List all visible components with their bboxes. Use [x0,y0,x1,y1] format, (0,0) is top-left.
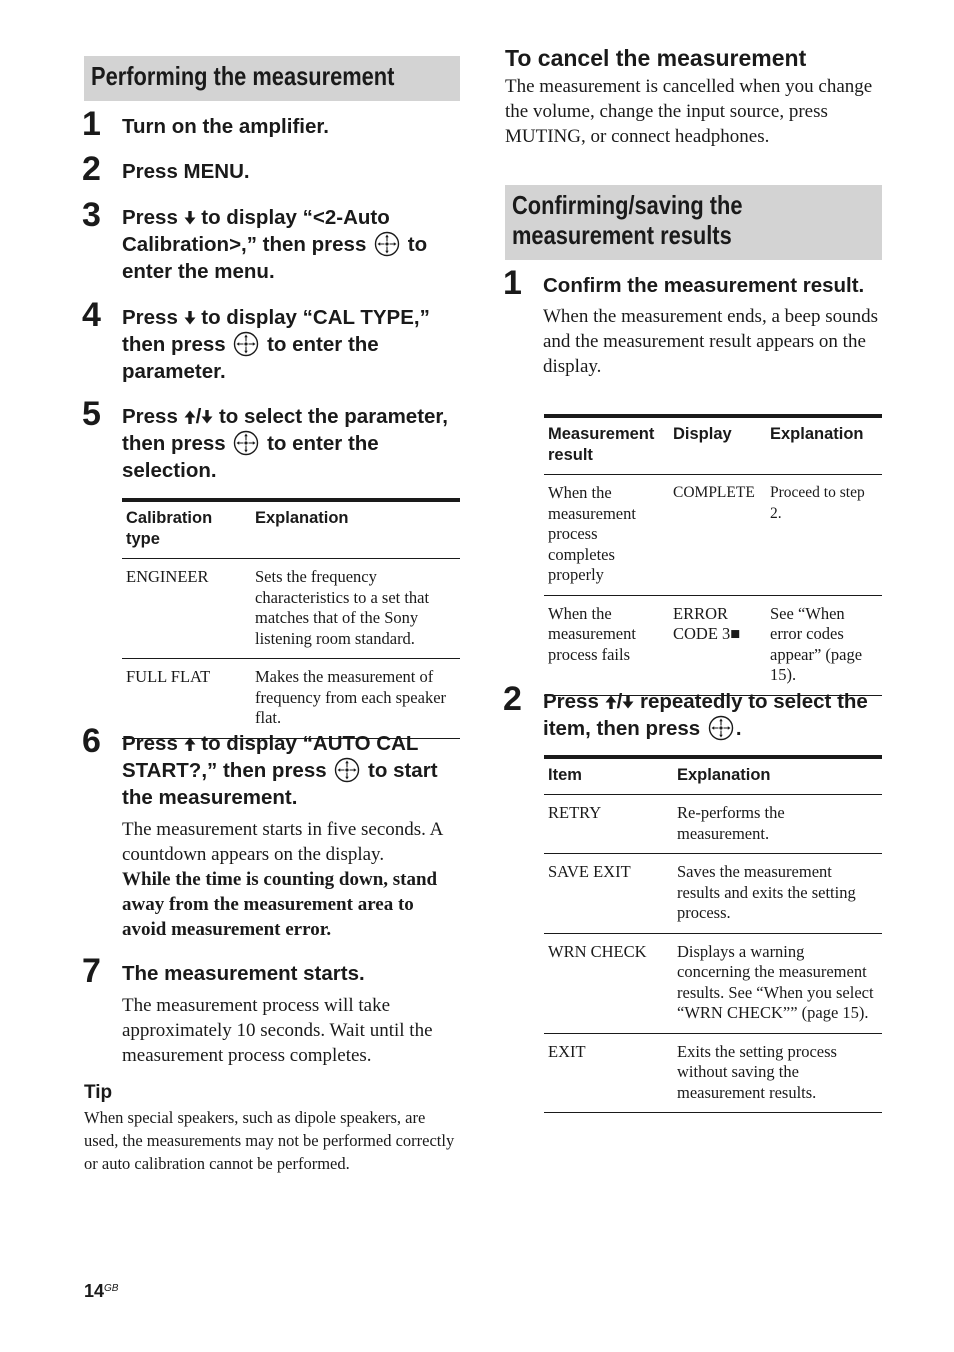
step-body: When the measurement ends, a beep sounds and the measurement result appears on the display. [543,306,879,377]
table-cell: WRN CHECK [544,933,673,1033]
page-number: $14^{GB}$ [84,1281,119,1301]
step-number: 5 [82,395,101,433]
down-arrow-icon [201,410,213,424]
table-row [544,933,882,1033]
table-header-row [544,416,882,475]
step-text: Press / to select the parameter, then press to enter the selection. [122,405,448,482]
table-row [122,659,460,739]
down-arrow-icon [622,695,634,709]
table-row [544,595,882,695]
step-text: The measurement starts. [122,962,365,985]
warning-text: While the time is counting down, stand away from the measurement area to avoid measurement error. [122,869,438,940]
table-header-row [544,757,882,795]
tip-title: Tip [84,1082,113,1103]
step-text: Press / repeatedly to select the item, then press . [543,690,868,740]
cancel-text: The measurement is cancelled when you change the volume, change the input source, press MUTING, or connect headphones. [505,76,873,147]
section-title-performing: Performing the measurement [84,56,460,101]
step-number: 4 [82,296,101,334]
table-cell: Re-performs the measurement. [673,795,882,854]
step-body: The measurement starts in five seconds. A countdown appears on the display. While the time is counting down, stand away from the measurement area to avoid measurement error. [122,819,443,940]
step-3 [82,196,460,285]
table-cell: Displays a warning concerning the measurement results. See “When you select “WRN CHECK”” (page 15). [673,933,882,1033]
tip-text: When special speakers, such as dipole speakers, are used, the measurements may not be performed correctly or auto calibration cannot be performed. [84,1108,455,1173]
calibration-type-table [122,498,460,739]
step-body: The measurement process will take approximately 10 seconds. Wait until the measurement process completes. [122,995,433,1066]
table-cell: ENGINEER [122,559,251,659]
step-text: Press to display “<2-Auto Calibration>,” then press to enter the menu. [122,206,428,283]
step-number: 2 [82,150,101,188]
table-header: Calibration type [122,500,251,559]
measurement-result-table [544,414,882,696]
step-number: 3 [82,196,101,234]
table-cell: SAVE EXIT [544,854,673,934]
step-number: 1 [82,105,101,143]
table-row [544,854,882,934]
table-cell: Proceed to step 2. [766,475,882,596]
step-number: 1 [503,264,522,302]
step-7 [82,952,460,1068]
step-text: Turn on the amplifier. [122,115,329,138]
step-2 [82,150,460,188]
table-header-row [122,500,460,559]
step-6 [82,722,460,942]
step-text: Press MENU. [122,160,250,183]
step-number: 6 [82,722,101,760]
table-cell: ERROR CODE 3■ [669,595,766,695]
step-text: Confirm the measurement result. [543,274,865,297]
enter-button-icon [374,231,400,257]
table-cell: COMPLETE [669,475,766,596]
table-header: Item [544,757,673,795]
table-cell: See “When error codes appear” (page 15). [766,595,882,695]
table-cell: Saves the measurement results and exits the setting process. [673,854,882,934]
up-arrow-icon [184,737,196,751]
table-header: Explanation [251,500,460,559]
enter-button-icon [233,331,259,357]
table-header: Explanation [766,416,882,475]
table-cell: FULL FLAT [122,659,251,739]
down-arrow-icon [184,311,196,325]
table-cell: RETRY [544,795,673,854]
right-step-2 [503,680,882,742]
enter-button-icon [708,715,734,741]
enter-button-icon [334,757,360,783]
step-text: Press to display “AUTO CAL START?,” then press to start the measurement. [122,732,438,809]
table-row [544,1033,882,1113]
right-step-1 [503,264,882,379]
step-number: 2 [503,680,522,718]
table-cell: When the measurement process fails [544,595,669,695]
table-header: Measurement result [544,416,669,475]
up-arrow-icon [184,410,196,424]
step-1 [82,105,460,143]
table-header: Explanation [673,757,882,795]
table-cell: EXIT [544,1033,673,1113]
step-number: 7 [82,952,101,990]
table-cell: Exits the setting process without saving the measurement results. [673,1033,882,1113]
item-table [544,755,882,1113]
table-row [122,559,460,659]
cancel-title: To cancel the measurement [505,45,807,71]
step-4 [82,296,460,385]
table-row [544,475,882,596]
enter-button-icon [233,430,259,456]
step-5 [82,395,460,484]
up-arrow-icon [605,695,617,709]
down-arrow-icon [184,211,196,225]
table-cell: Makes the measurement of frequency from each speaker flat. [251,659,460,739]
table-row [544,795,882,854]
section-title-confirming: Confirming/saving the measurement results [505,185,882,260]
table-header: Display [669,416,766,475]
table-cell: Sets the frequency characteristics to a set that matches that of the Sony listening room standard. [251,559,460,659]
step-text: Press to display “CAL TYPE,” then press to enter the parameter. [122,306,430,383]
table-cell: When the measurement process completes properly [544,475,669,596]
